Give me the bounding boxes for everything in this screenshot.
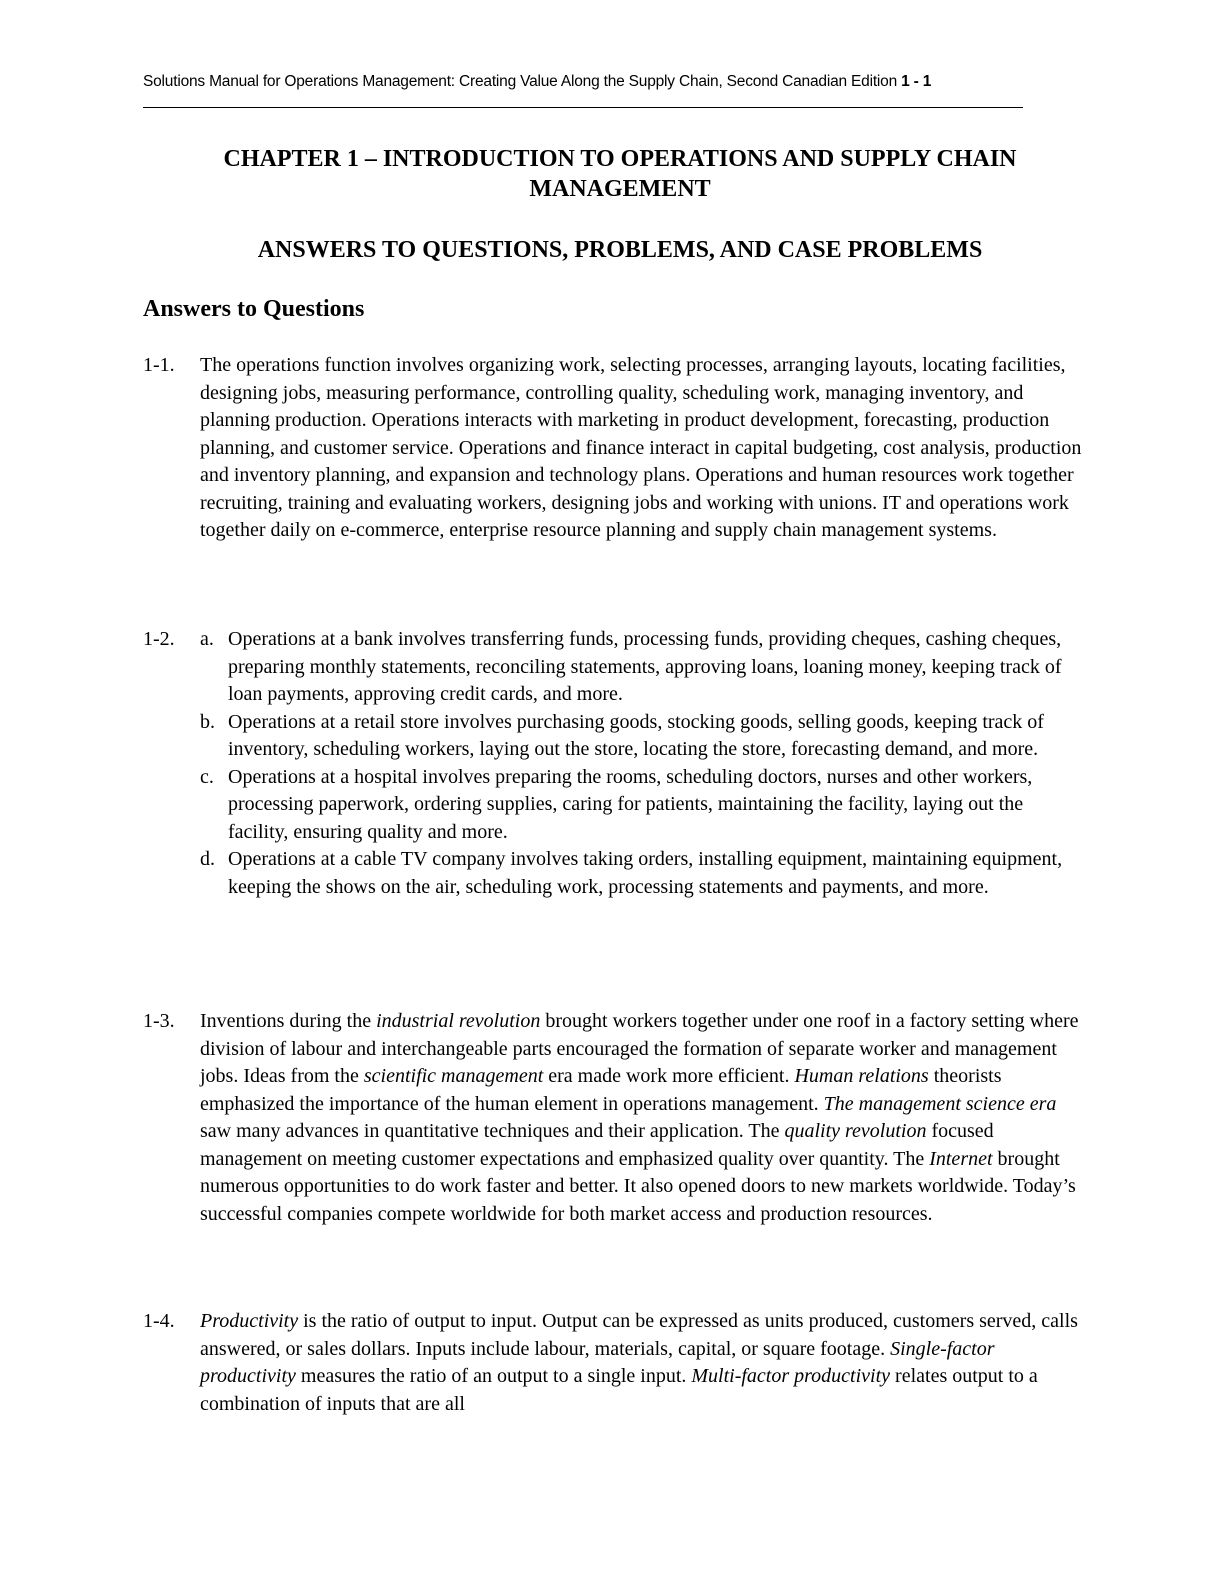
answer-text: The operations function involves organizing work, selecting processes, arranging layouts, locating facilities, designing jobs, measuring performance, controlling quality, scheduling work, managing inventory, and planning production. Operations interacts with marketing in product development, forecasting, production planning, and customer service. Operations and finance interact in capital budgeting, cost analysis, production and inventory planning, and expansion and technology plans. Operations and human resources work together recruiting, training and evaluating workers, designing jobs and working with unions. IT and operations work together daily on e-commerce, enterprise resource planning and supply chain management systems. <box>200 354 1082 541</box>
running-header <box>143 73 1058 91</box>
text-run: brought numerous opportunities to do work faster and better. It also opened doors to new markets worldwide. Today’s successful companies compete worldwide for both market access and production resources. <box>200 1147 1076 1225</box>
chapter-title-line-1: CHAPTER 1 – INTRODUCTION TO OPERATIONS AND SUPPLY CHAIN <box>223 146 1017 172</box>
subitem-letter: b. <box>200 710 215 733</box>
chapter-title <box>120 144 1120 204</box>
emphasis-term: industrial revolution <box>376 1010 541 1032</box>
text-run: is the ratio of output to input. Output can be expressed as units produced, customers served, calls answered, or sales dollars. Inputs include labour, materials, capital, or square footage. <box>200 1310 1078 1360</box>
chapter-title-line-2: MANAGEMENT <box>529 176 711 202</box>
emphasis-term: The management science era <box>823 1092 1057 1115</box>
subitem-text: Operations at a bank involves transferring funds, processing funds, providing cheques, cashing cheques, preparing monthly statements, reconciling statements, approving loans, loaning money, keeping track of loan payments, approving credit cards, and more. <box>228 628 1062 705</box>
answer-text <box>200 1308 1083 1418</box>
header-title: Solutions Manual for Operations Management: Creating Value Along the Supply Chain, Second Canadian Edition <box>143 73 898 90</box>
answer-subitems <box>200 626 1083 901</box>
emphasis-term: Productivity <box>200 1310 299 1332</box>
text-run: theorists emphasized the importance of the human element in operations management. <box>200 1065 1002 1115</box>
text-run: saw many advances in quantitative techniques and their application. The <box>200 1120 785 1142</box>
answer-subitem <box>200 709 1083 764</box>
emphasis-term: quality revolution <box>784 1120 927 1142</box>
answer-text <box>200 1008 1083 1228</box>
answer-number: 1-1. <box>143 354 175 376</box>
subitem-letter: d. <box>200 848 215 870</box>
answer-1-1 <box>143 352 1083 545</box>
answer-1-2 <box>143 626 1083 901</box>
text-run: focused management on meeting customer expectations and emphasized quality over quantity. The <box>200 1120 994 1170</box>
emphasis-term: scientific management <box>363 1065 544 1087</box>
answer-number: 1-2. <box>143 628 175 650</box>
header-page-number: 1 - 1 <box>901 73 932 90</box>
answer-1-3 <box>143 1008 1083 1228</box>
answer-number: 1-4. <box>143 1310 175 1332</box>
header-rule <box>143 107 1023 108</box>
answer-subitem <box>200 764 1083 847</box>
emphasis-term: Human relations <box>794 1065 929 1087</box>
section-heading: Answers to Questions <box>143 296 365 322</box>
subitem-letter: a. <box>200 628 214 650</box>
text-run: brought workers together under one roof in a factory setting where division of labour and interchangeable parts encouraged the formation of separate worker and management jobs. Ideas from the <box>200 1010 1079 1087</box>
text-run: Inventions during the <box>200 1010 377 1032</box>
answer-subitem <box>200 846 1083 901</box>
answer-number: 1-3. <box>143 1010 175 1032</box>
text-run: era made work more efficient. <box>543 1065 795 1087</box>
subitem-letter: c. <box>200 765 214 788</box>
answer-subitem <box>200 626 1083 709</box>
subitem-text: Operations at a hospital involves preparing the rooms, scheduling doctors, nurses and other workers, processing paperwork, ordering supplies, caring for patients, maintaining the facility, laying out the facility, ensuring quality and more. <box>228 765 1033 843</box>
text-run: relates output to a combination of inputs that are all <box>200 1365 1038 1415</box>
text-run: measures the ratio of an output to a single input. <box>295 1365 692 1387</box>
subtitle: ANSWERS TO QUESTIONS, PROBLEMS, AND CASE PROBLEMS <box>257 237 983 263</box>
subitem-text: Operations at a cable TV company involves taking orders, installing equipment, maintaining equipment, keeping the shows on the air, scheduling work, processing statements and payments, and more. <box>228 848 1063 898</box>
answer-1-4 <box>143 1308 1083 1418</box>
subitem-text: Operations at a retail store involves purchasing goods, stocking goods, selling goods, keeping track of inventory, scheduling workers, laying out the store, locating the store, forecasting demand, and more. <box>228 710 1044 760</box>
emphasis-term: Internet <box>929 1147 993 1170</box>
emphasis-term: Single-factor productivity <box>200 1337 995 1387</box>
emphasis-term: Multi-factor productivity <box>691 1365 891 1387</box>
